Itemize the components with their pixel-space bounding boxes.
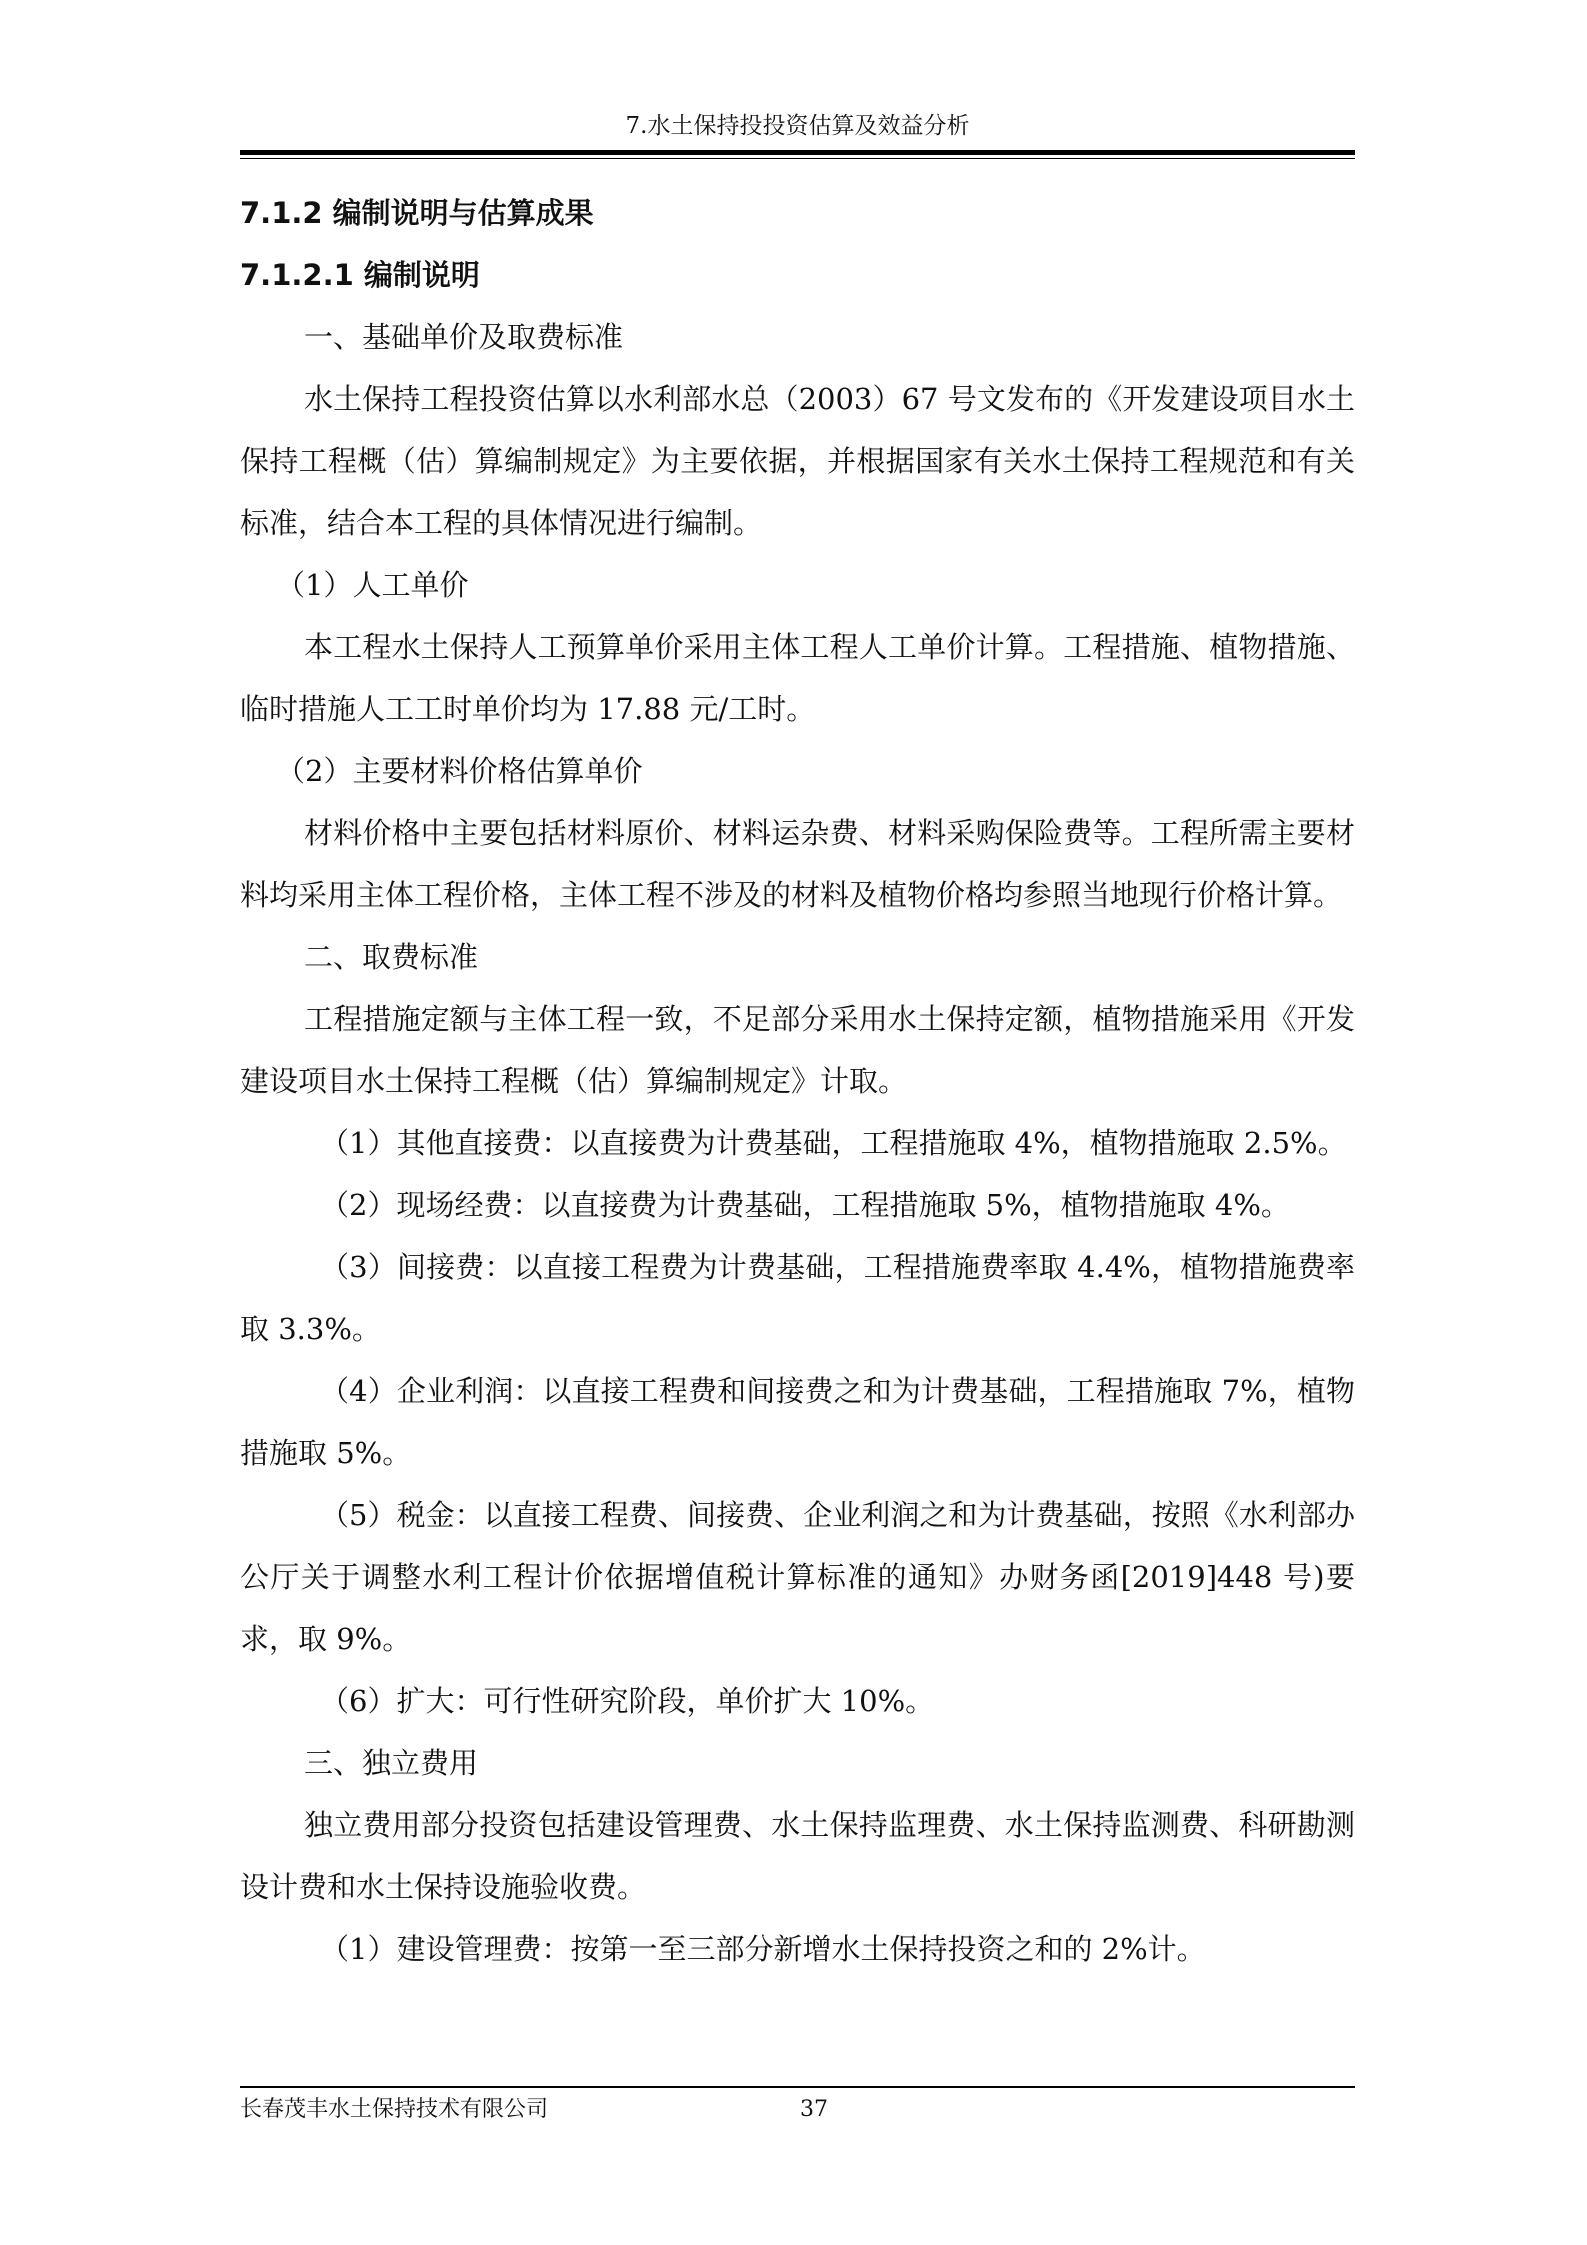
- paragraph-basis: 水土保持工程投资估算以水利部水总（2003）67 号文发布的《开发建设项目水土保持工程概（估）算编制规定》为主要依据，并根据国家有关水土保持工程规范和有关标准，结合本工程的具体情况进行编制。: [240, 382, 1355, 540]
- paragraph-independent-costs: 独立费用部分投资包括建设管理费、水土保持监理费、水土保持监测费、科研勘测设计费和水土保持设施验收费。: [240, 1808, 1355, 1904]
- header-rule-thick: [240, 150, 1355, 155]
- footer-rule: [240, 2086, 1355, 2088]
- paragraph-fee-standards: 工程措施定额与主体工程一致，不足部分采用水土保持定额，植物措施采用《开发建设项目水土保持工程概（估）算编制规定》计取。: [240, 1002, 1355, 1098]
- page-number: 37: [800, 2097, 828, 2122]
- subsection-heading: 7.1.2.1 编制说明: [240, 258, 480, 292]
- paragraph-labor: 本工程水土保持人工预算单价采用主体工程人工单价计算。工程措施、植物措施、临时措施人工工时单价均为 17.88 元/工时。: [240, 630, 1355, 726]
- section-heading: 7.1.2 编制说明与估算成果: [240, 196, 594, 230]
- fee-item-site-expenses: （2）现场经费：以直接费为计费基础，工程措施取 5%，植物措施取 4%。: [320, 1188, 1290, 1222]
- fee-item-indirect: （3）间接费：以直接工程费为计费基础，工程措施费率取 4.4%，植物措施费率取 3.3%。: [240, 1250, 1355, 1346]
- part-title-independent-costs: 三、独立费用: [304, 1746, 479, 1780]
- fee-item-profit: （4）企业利润：以直接工程费和间接费之和为计费基础，工程措施取 7%，植物措施取 5%。: [240, 1374, 1355, 1470]
- fee-item-tax: （5）税金：以直接工程费、间接费、企业利润之和为计费基础，按照《水利部办公厅关于调整水利工程计价依据增值税计算标准的通知》办财务函[2019]448 号)要求，取 9%。: [240, 1498, 1355, 1656]
- item-title-materials: （2）主要材料价格估算单价: [276, 754, 643, 788]
- part-title-basic-prices: 一、基础单价及取费标准: [304, 320, 624, 354]
- item-title-labor: （1）人工单价: [276, 568, 469, 602]
- footer-company: 长春茂丰水土保持技术有限公司: [240, 2097, 549, 2122]
- fee-item-expansion: （6）扩大：可行性研究阶段，单价扩大 10%。: [320, 1684, 935, 1718]
- independent-item-management: （1）建设管理费：按第一至三部分新增水土保持投资之和的 2%计。: [320, 1932, 1206, 1966]
- page-body: [240, 182, 1355, 1980]
- paragraph-materials: 材料价格中主要包括材料原价、材料运杂费、材料采购保险费等。工程所需主要材料均采用主体工程价格，主体工程不涉及的材料及植物价格均参照当地现行价格计算。: [240, 816, 1355, 912]
- fee-item-other-direct: （1）其他直接费：以直接费为计费基础，工程措施取 4%，植物措施取 2.5%。: [320, 1126, 1347, 1160]
- part-title-fee-standards: 二、取费标准: [304, 940, 479, 974]
- running-header: 7.水土保持投投资估算及效益分析: [625, 113, 970, 139]
- header-rule-thin: [240, 158, 1355, 159]
